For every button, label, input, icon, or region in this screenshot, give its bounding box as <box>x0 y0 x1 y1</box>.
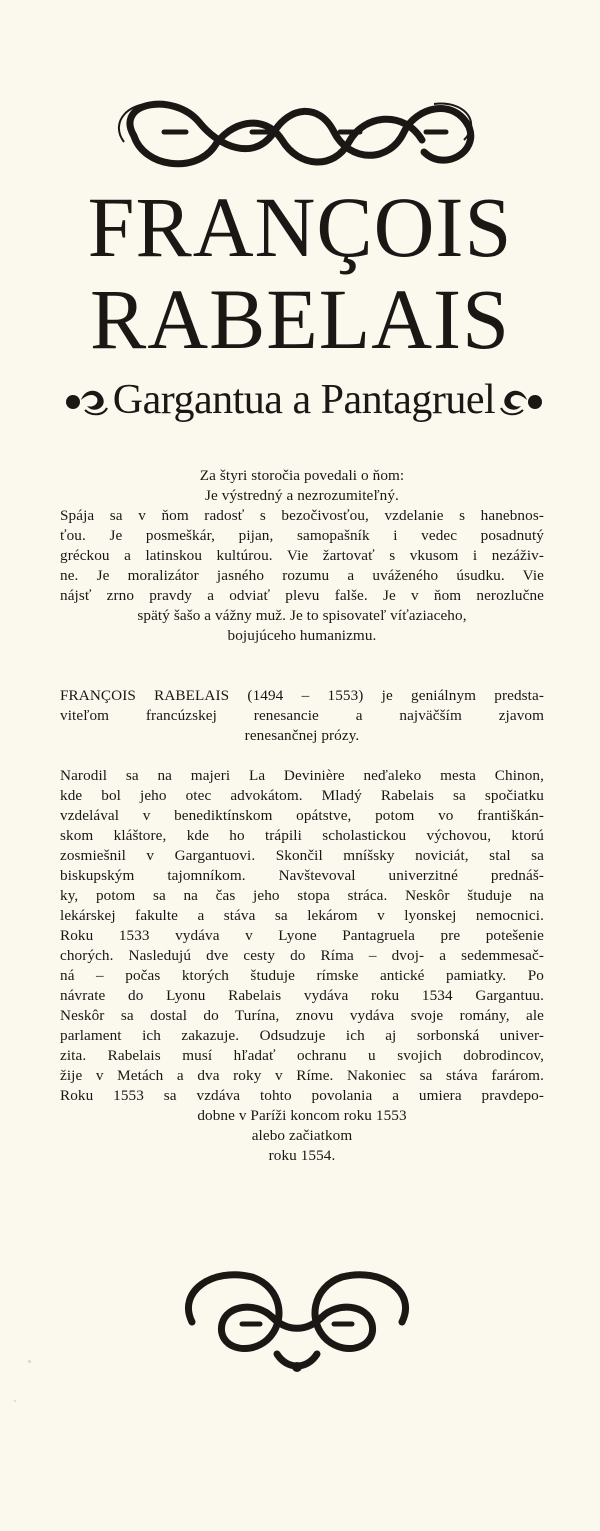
text-line: chorých. Nasledujú dve cesty do Ríma – dvoj- a sedemmesač- <box>60 947 544 964</box>
text-line: návrate do Lyonu Rabelais vydáva roku 1534 Gargantuu. <box>60 987 544 1004</box>
book-subtitle: Gargantua a Pantagruel <box>112 377 496 423</box>
text-line: ná – počas ktorých študuje rímske antické pamiatky. Po <box>60 967 544 984</box>
paper-spot <box>14 1400 16 1402</box>
text-line: biskupským tajomníkom. Navštevoval univerzitné prednáš- <box>60 867 544 884</box>
right-flourish-icon <box>499 382 545 418</box>
intro-paragraph <box>60 466 544 646</box>
text-line: renesančnej prózy. <box>244 727 360 744</box>
text-line: alebo začiatkom <box>251 1127 353 1144</box>
calligraphic-ornament-top-icon <box>104 92 484 178</box>
subtitle-row <box>34 374 574 426</box>
text-line: zita. Rabelais musí hľadať ochranu u svojich dobrodincov, <box>60 1047 544 1064</box>
calligraphic-ornament-bottom-icon <box>172 1262 422 1378</box>
text-line: Roku 1533 vydáva v Lyone Pantagruela pre potešenie <box>60 927 544 944</box>
text-line: kde bol jeho otec advokátom. Mladý Rabelais sa spočiatku <box>60 787 544 804</box>
text-line: gréckou a latinskou kultúrou. Vie žartovať s vkusom i nezáživ- <box>60 547 544 564</box>
text-line: Neskôr sa dostal do Turína, znovu vydáva svoje romány, ale <box>60 1007 544 1024</box>
text-line: Za štyri storočia povedali o ňom: <box>199 467 405 484</box>
text-line: Roku 1553 sa vzdáva tohto povolania a umiera pravdepo- <box>60 1087 544 1104</box>
text-line: FRANÇOIS RABELAIS (1494 – 1553) je geniálnym predsta- <box>60 687 544 704</box>
text-line: dobne v Paríži koncom roku 1553 <box>197 1107 407 1124</box>
text-line: roku 1554. <box>268 1147 336 1164</box>
text-line: viteľom francúzskej renesancie a najväčším zjavom <box>60 707 544 724</box>
text-line: nájsť zrno pravdy a odviať plevu falše. Je v ňom nerozlučne <box>60 587 544 604</box>
text-line: ne. Je moralizátor jasného rozumu a uváženého úsudku. Vie <box>60 567 544 584</box>
text-line: žije v Metách a dva roky v Ríme. Nakoniec sa stáva farárom. <box>60 1067 544 1084</box>
text-line: ky, potom sa na čas jeho stopa stráca. Neskôr študuje na <box>60 887 544 904</box>
text-line: zosmiešnil v Gargantuovi. Skončil mníšsky noviciát, stal sa <box>60 847 544 864</box>
paper-spot <box>28 1360 31 1363</box>
text-line: parlament ich zakazuje. Odsudzuje ich aj sorbonská univer- <box>60 1027 544 1044</box>
author-name-line1: FRANÇOIS <box>87 179 513 275</box>
text-line: spätý šašo a vážny muž. Je to spisovateľ víťaziaceho, <box>137 607 467 624</box>
text-line: Narodil sa na majeri La Devinière neďaleko mesta Chinon, <box>60 767 544 784</box>
left-flourish-icon <box>63 382 109 418</box>
text-line: ťou. Je posmeškár, pijan, samopašník i vedec posadnutý <box>60 527 544 544</box>
text-line: skom kláštore, kde ho trápili scholastickou výchovou, ktorú <box>60 827 544 844</box>
text-line: vzdelával v benediktínskom opátstve, potom vo františkán- <box>60 807 544 824</box>
text-line: Je výstredný a nezrozumiteľný. <box>205 487 399 504</box>
biography-paragraph <box>60 766 544 1166</box>
text-line: Spája sa v ňom radosť s bezočivosťou, vzdelanie s hanebnos- <box>60 507 544 524</box>
author-name-line2: RABELAIS <box>90 271 510 367</box>
biography-summary-paragraph <box>60 686 544 746</box>
text-line: bojujúceho humanizmu. <box>227 627 377 644</box>
text-line: lekárskej fakulte a stáva sa lekárom v lyonskej nemocnici. <box>60 907 544 924</box>
